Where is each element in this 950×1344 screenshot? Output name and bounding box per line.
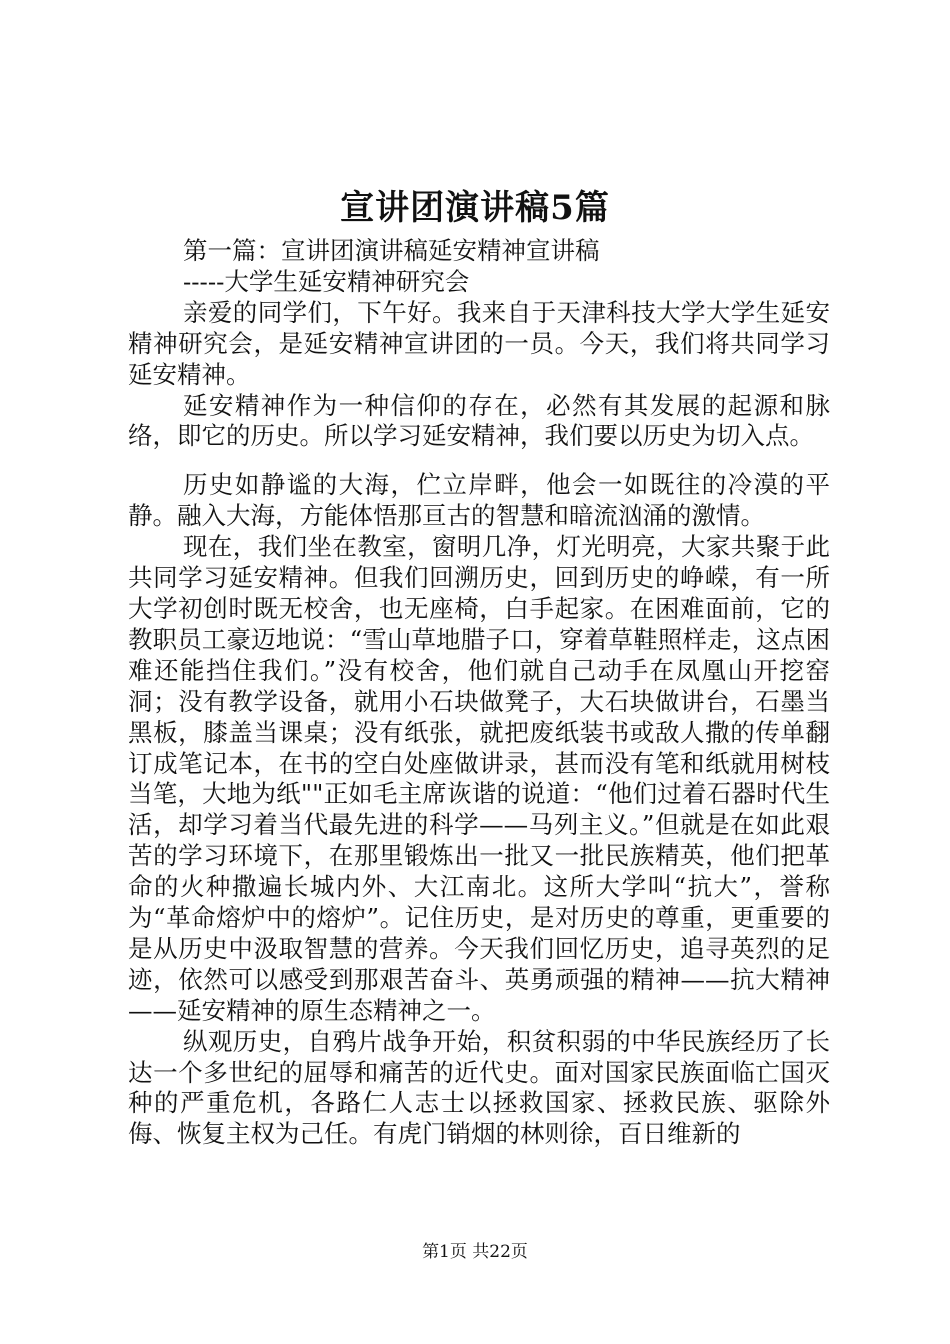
- section-subheading: -----大学生延安精神研究会: [183, 266, 470, 296]
- paragraph-greeting: 亲爱的同学们，下午好。我来自于天津科技大学大学生延安精神研究会，是延安精神宣讲团的一员。今天，我们将共同学习延安精神。: [128, 297, 830, 389]
- paragraph-kangda: 现在，我们坐在教室，窗明几净，灯光明亮，大家共聚于此共同学习延安精神。但我们回溯历史，回到历史的峥嵘，有一所大学初创时既无校舍，也无座椅，白手起家。在困难面前，它的教职员工豪迈地说：“雪山草地腊子口，穿着草鞋照样走，这点困难还能挡住我们。”没有校舍，他们就自己动手在凤凰山开挖窑洞；没有教学设备，就用小石块做凳子，大石块做讲台，石墨当黑板，膝盖当课桌；没有纸张，就把废纸装书或敌人撒的传单翻订成笔记本，在书的空白处座做讲录，甚而没有笔和纸就用树枝当笔，大地为纸""正如毛主席诙谐的说道：“他们过着石器时代生活，却学习着当代最先进的科学——马列主义。”但就是在如此艰苦的学习环境下，在那里锻炼出一批又一批民族精英，他们把革命的火种撒遍长城内外、大江南北。这所大学叫“抗大”，誉称为“革命熔炉中的熔炉”。记住历史，是对历史的尊重，更重要的是从历史中汲取智慧的营养。今天我们回忆历史，追寻英烈的足迹，依然可以感受到那艰苦奋斗、英勇顽强的精神——抗大精神——延安精神的原生态精神之一。: [128, 532, 830, 1025]
- document-body: [128, 236, 830, 1150]
- page-footer: 第1页 共22页: [422, 1242, 528, 1262]
- paragraph-history-sea: 历史如静谧的大海，伫立岸畔，他会一如既往的冷漠的平静。融入大海，方能体悟那亘古的智慧和暗流汹涌的激情。: [128, 470, 830, 531]
- document-title: 宣讲团演讲稿5篇: [340, 188, 610, 228]
- paragraph-modern-history: 纵观历史，自鸦片战争开始，积贫积弱的中华民族经历了长达一个多世纪的屈辱和痛苦的近代史。面对国家民族面临亡国灭种的严重危机，各路仁人志士以拯救国家、拯救民族、驱除外侮、恢复主权为己任。有虎门销烟的林则徐，百日维新的: [128, 1026, 830, 1149]
- paragraph-gap: [128, 452, 830, 470]
- paragraph-intro: 延安精神作为一种信仰的存在，必然有其发展的起源和脉络，即它的历史。所以学习延安精神，我们要以历史为切入点。: [128, 390, 830, 451]
- section-heading: 第一篇：宣讲团演讲稿延安精神宣讲稿: [183, 236, 600, 265]
